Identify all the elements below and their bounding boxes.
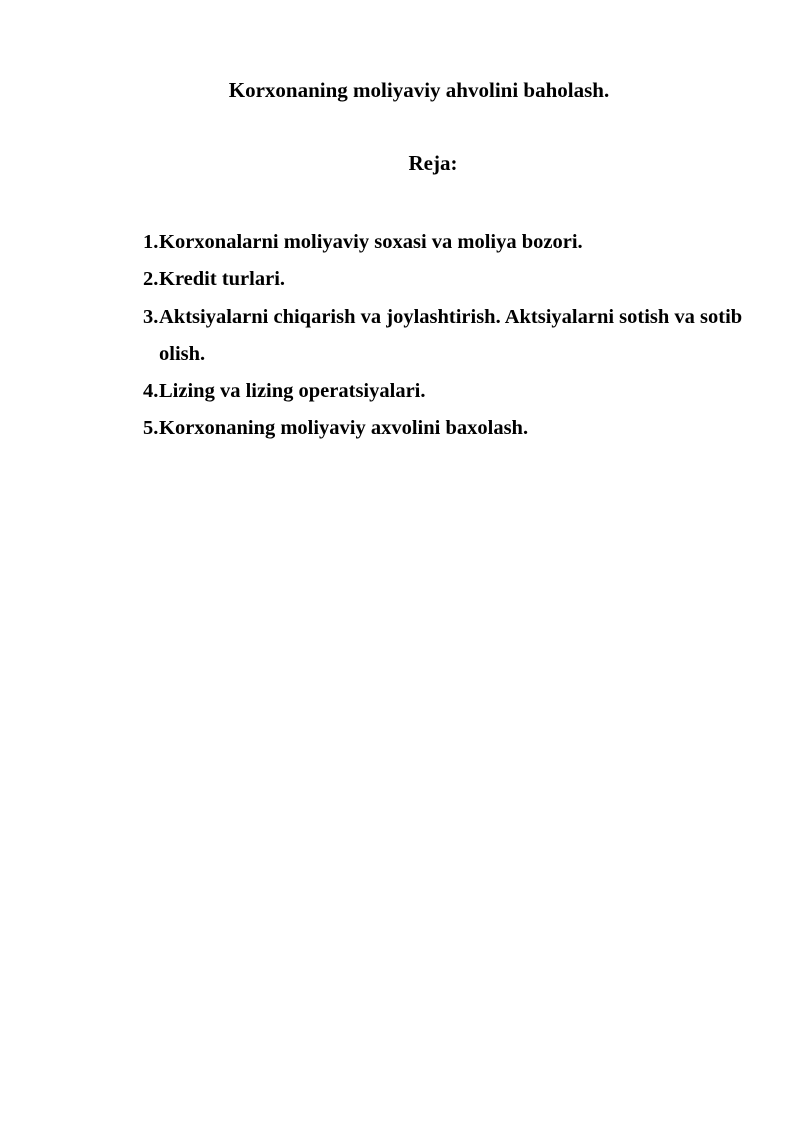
plan-item-text: Lizing va lizing operatsiyalari. bbox=[159, 380, 426, 403]
plan-item-2 bbox=[143, 261, 743, 298]
plan-list bbox=[143, 224, 743, 448]
plan-item-3 bbox=[143, 299, 743, 374]
plan-item-number: 2. bbox=[143, 268, 159, 291]
plan-item-number: 4. bbox=[143, 380, 159, 403]
plan-item-number: 3. bbox=[143, 305, 159, 328]
plan-item-5 bbox=[143, 410, 743, 447]
plan-item-4 bbox=[143, 373, 743, 410]
plan-item-text: Korxonaning moliyaviy axvolini baxolash. bbox=[159, 417, 529, 440]
plan-item-number: 1. bbox=[143, 231, 159, 253]
plan-heading: Reja: bbox=[408, 151, 458, 175]
plan-item-1 bbox=[143, 224, 743, 261]
plan-item-text: Aktsiyalarni chiqarish va joylashtirish. Aktsiyalarni sotish va sotib olish. bbox=[159, 305, 743, 365]
plan-item-text: Kredit turlari. bbox=[159, 268, 286, 291]
plan-item-text: Korxonalarni moliyaviy soxasi va moliya bozori. bbox=[159, 231, 583, 253]
plan-item-number: 5. bbox=[143, 417, 159, 440]
document-title: Korxonaning moliyaviy ahvolini baholash. bbox=[228, 78, 610, 102]
